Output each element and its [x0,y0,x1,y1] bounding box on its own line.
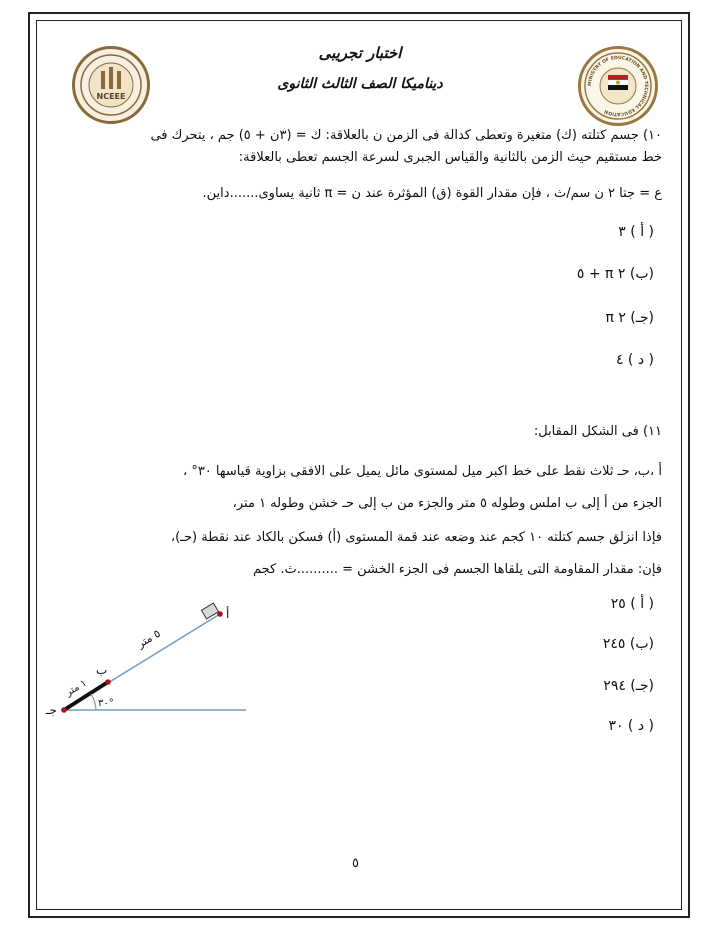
label-a: أ [226,607,230,621]
angle-label: ٣٠° [98,698,114,709]
exam-title: اختبار تجريبى [318,44,402,62]
label-b: ب [96,663,108,677]
point-a-marker [217,611,223,617]
q10-option-b: (ب) ٢ π + ٥ [576,266,654,282]
length-smooth-label: ٥ متر [134,626,163,651]
angle-arc [91,694,96,710]
q10-option-c: (جـ) ٢ π [605,310,654,326]
q10-line-3: ع = جتا ٢ ن سم/ث ، فإن مقدار القوة (ق) المؤثرة عند ن = π ثانية يساوى.......داين. [202,186,662,201]
nceee-logo-text: NCEEE [96,92,126,101]
inclined-plane-figure [40,600,300,750]
q11-line-4: فإذا انزلق جسم كتلته ١٠ كجم عند وضعه عند قمة المستوى (أ) فسكن بالكاد عند نقطة (حـ)، [170,530,662,545]
q11-option-c: (جـ) ٢٩٤ [603,678,654,694]
label-c: جـ [46,703,57,717]
q10-line-2: خط مستقيم حيث الزمن بالثانية والقياس الجبرى لسرعة الجسم تعطى بالعلاقة: [238,150,662,165]
q10-option-a: ( أ ) ٣ [618,224,654,240]
q11-line-3: الجزء من أ إلى ب املس وطوله ٥ متر والجزء من ب إلى حـ خشن وطوله ١ متر، [232,496,662,511]
point-b-marker [105,679,111,685]
ministry-logo [578,46,658,126]
q10-line-1: ١٠) جسم كتلته (ك) متغيرة وتعطى كدالة فى الزمن ن بالعلاقة: ك = (٣ن + ٥) جم ، يتحرك فى [150,128,662,143]
q11-option-a: ( أ ) ٢٥ [610,596,654,612]
page-number: ٥ [352,856,359,871]
nceee-logo [72,46,150,124]
q11-line-2: أ ،ب، حـ ثلاث نقط على خط اكبر ميل لمستوى مائل يميل على الافقى بزاوية قياسها ٣٠° ، [183,464,662,479]
q11-option-d: ( د ) ٣٠ [608,718,654,734]
point-c-marker [61,707,67,713]
length-rough-label: ١ متر [63,677,89,699]
q10-option-d: ( د ) ٤ [615,352,654,368]
q11-option-b: (ب) ٢٤٥ [602,636,654,652]
q11-line-1: ١١) فى الشكل المقابل: [533,424,662,439]
ministry-logo-text: MINISTRY OF EDUCATION AND TECHNICAL EDUCATION [587,55,649,117]
q11-line-5: فإن: مقدار المقاومة التى يلقاها الجسم فى الجزء الخشن = ..........ث. كجم [252,562,662,577]
exam-subtitle: ديناميكا الصف الثالث الثانوى [277,76,443,92]
